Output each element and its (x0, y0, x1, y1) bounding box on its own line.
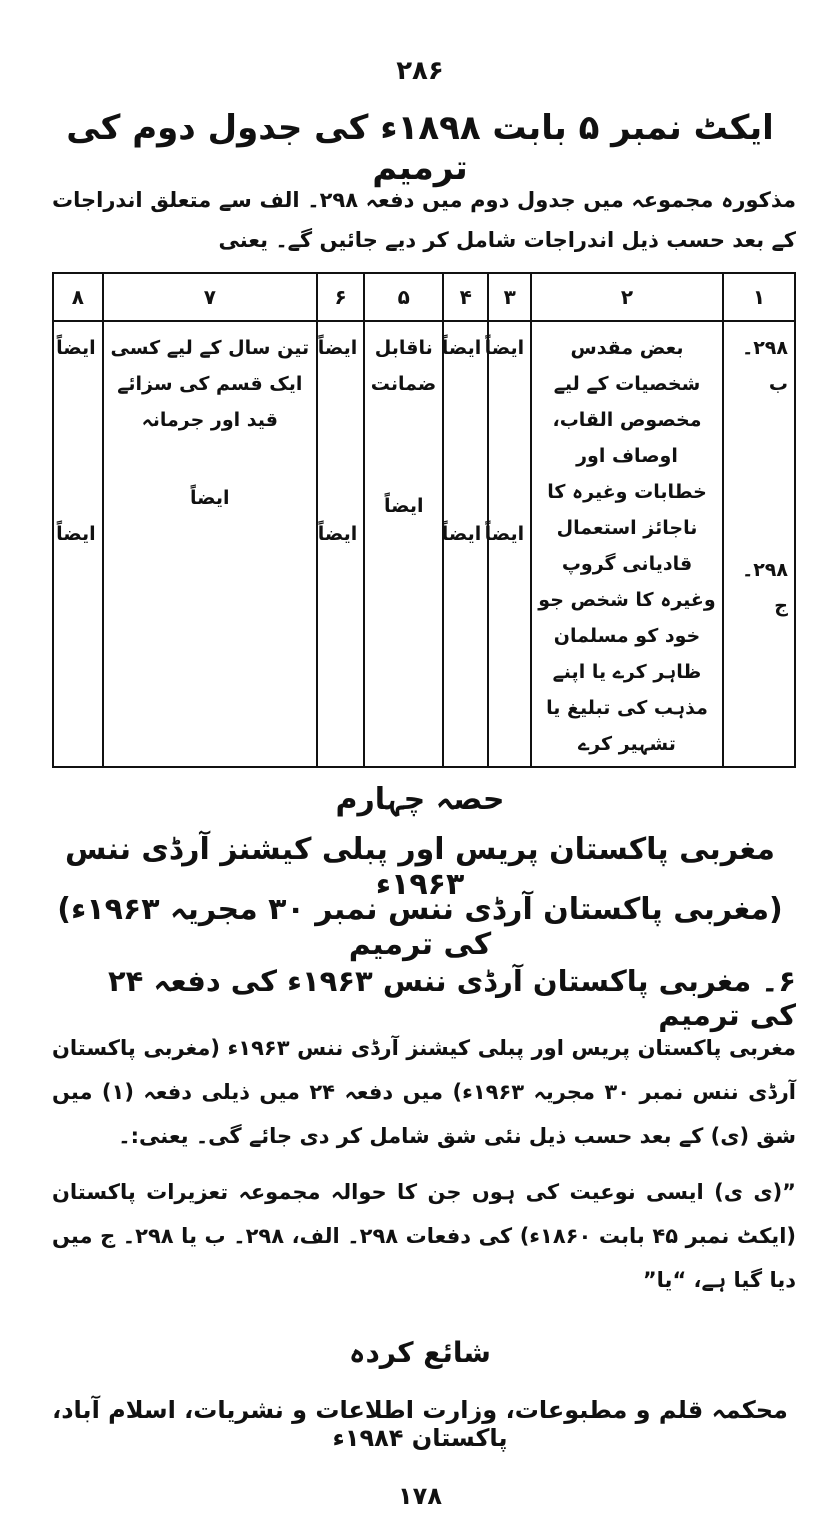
section-298b-number: ۲۹۸۔ ب (742, 337, 788, 395)
table-cell-col4 (443, 321, 488, 767)
published-by-label: شائع کردہ (349, 1336, 491, 1369)
section-298b-punishment: تین سال کے لیے کسی ایک قسم کی سزائے قید اور جرمانہ (110, 337, 310, 431)
section-298b-col6: ایضاً (317, 337, 358, 359)
column-header-4: ۴ (443, 273, 488, 321)
section-298b-col8: ایضاً (56, 337, 96, 359)
table-cell-col3 (484, 321, 531, 767)
section-298c-col8: ایضاً (56, 523, 96, 545)
table-cell-col1 (723, 321, 795, 767)
table-cell-col5 (364, 321, 443, 767)
section-298c-punishment: ایضاً (190, 487, 230, 509)
column-header-3: ۳ (488, 273, 531, 321)
column-header-7: ۷ (103, 273, 317, 321)
page-number-bottom: ۱۷۸ (398, 1482, 442, 1510)
section-298b-col5: ناقابل ضمانت (370, 337, 437, 395)
ordinance-title: مغربی پاکستان پریس اور پبلی کیشنز آرڈی ننس ۱۹۶۳ء (65, 832, 775, 902)
body-paragraph: مغربی پاکستان پریس اور پبلی کیشنز آرڈی ننس ۱۹۶۳ء (مغربی پاکستان آرڈی ننس نمبر ۳۰ مجریہ ۱۹۶۳ء) میں دفعہ ۲۴ میں ذیلی دفعہ (۱) میں شق (ی) کے بعد حسب ذیل نئی شق شامل کر دی جائے گی۔ یعنی:۔ (52, 1036, 796, 1148)
column-header-6: ۶ (317, 273, 364, 321)
page-number-top: ۲۸۶ (396, 56, 444, 86)
section-298c-col3: ایضاً (484, 523, 525, 545)
table-cell-col8 (53, 321, 103, 767)
intro-paragraph: مذکورہ مجموعہ میں جدول دوم میں دفعہ ۲۹۸۔ الف سے متعلق اندراجات کے بعد حسب ذیل اندراجات شامل کر دیے جائیں گے۔ یعنی (52, 188, 796, 252)
section-298c-col5: ایضاً (384, 495, 424, 517)
publisher-line: محکمہ قلم و مطبوعات، وزارت اطلاعات و نشریات، اسلام آباد، پاکستان ۱۹۸۴ء (52, 1396, 788, 1452)
table-row (53, 321, 795, 767)
section-298b-col4: ایضاً (441, 337, 482, 359)
section-298c-offence: قادیانی گروپ وغیرہ کا شخص جو خود کو مسلمان ظاہر کرے یا اپنے مذہب کی تبلیغ یا تشہیر کرے (538, 553, 716, 755)
section-heading: ۶۔ مغربی پاکستان آرڈی ننس ۱۹۶۳ء کی دفعہ ۲۴ کی ترمیم (107, 964, 796, 1032)
column-header-1: ۱ (723, 273, 795, 321)
amendment-heading: ایکٹ نمبر ۵ بابت ۱۸۹۸ء کی جدول دوم کی ترمیم (66, 108, 774, 188)
table-cell-col7 (103, 321, 317, 767)
section-298b-offence: بعض مقدس شخصیات کے لیے مخصوص القاب، اوصاف اور خطابات وغیرہ کا ناجائز استعمال (547, 337, 707, 539)
table-header-row (53, 273, 795, 321)
quoted-clause: ”(ی ی) ایسی نوعیت کی ہوں جن کا حوالہ مجموعہ تعزیرات پاکستان (ایکٹ نمبر ۴۵ بابت ۱۸۶۰ء) کی دفعات ۲۹۸۔ الف، ۲۹۸۔ ب یا ۲۹۸۔ ج میں دیا گیا ہے، “یا” (52, 1180, 796, 1292)
ordinance-subtitle: (مغربی پاکستان آرڈی ننس نمبر ۳۰ مجریہ ۱۹۶۳ء) کی ترمیم (57, 892, 783, 962)
section-298b-col3: ایضاً (484, 337, 525, 359)
section-298c-col4: ایضاً (441, 523, 482, 545)
amendment-table (52, 272, 796, 768)
section-298c-col6: ایضاً (317, 523, 358, 545)
column-header-8: ۸ (53, 273, 103, 321)
table-cell-col2 (531, 321, 723, 767)
part-title: حصہ چہارم (335, 782, 505, 817)
column-header-2: ۲ (531, 273, 723, 321)
table-cell-col6 (317, 321, 364, 767)
section-298c-number: ۲۹۸۔ ج (742, 559, 788, 617)
column-header-5: ۵ (364, 273, 443, 321)
